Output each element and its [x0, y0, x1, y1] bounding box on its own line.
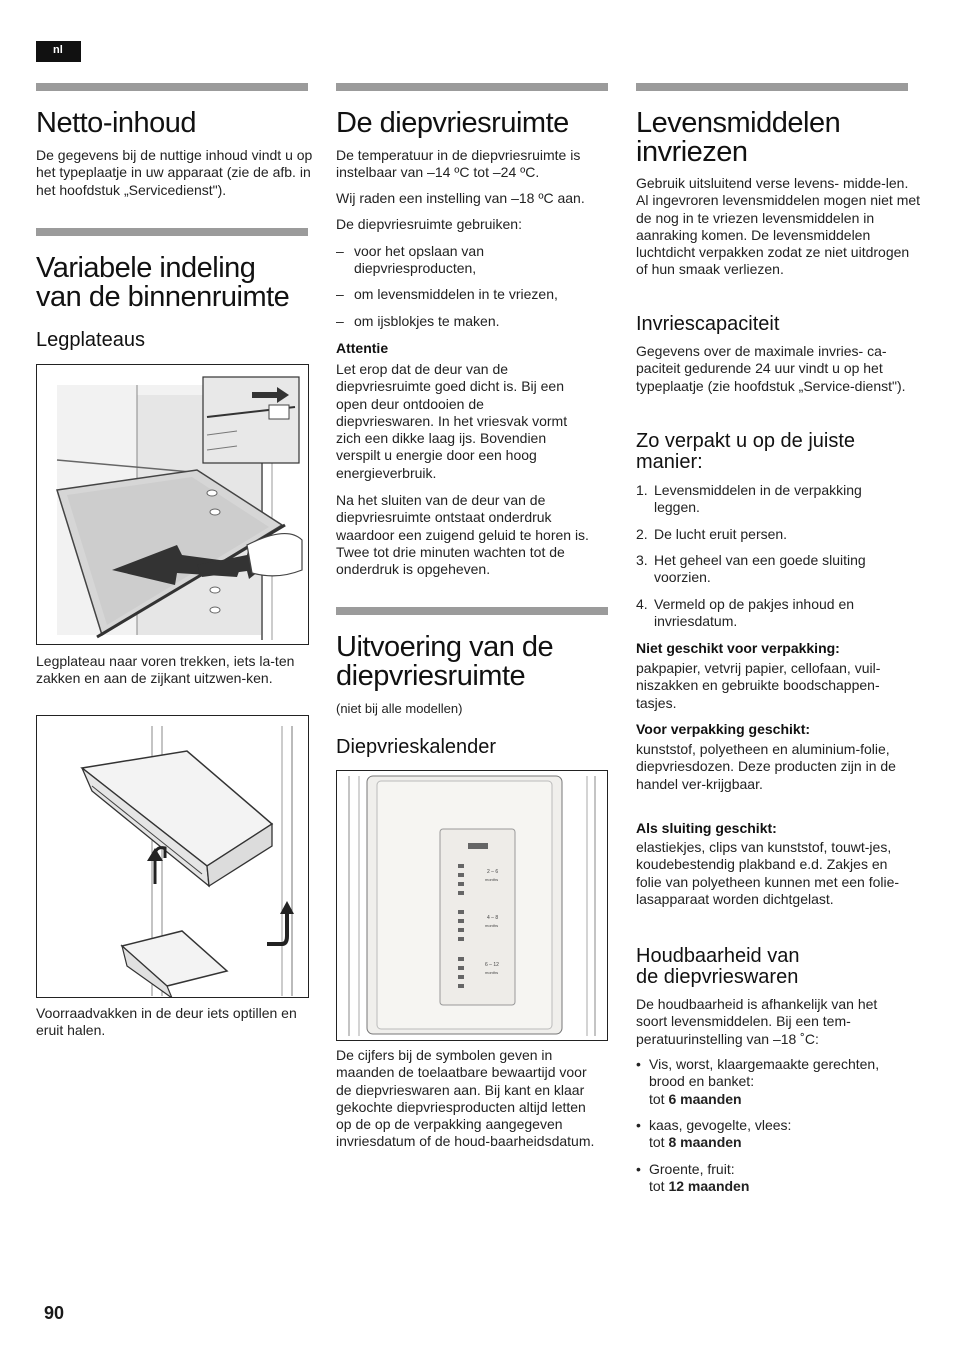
subheading-diepvrieskalender: Diepvrieskalender	[336, 736, 497, 758]
section-bar	[36, 228, 308, 236]
subheading-verpakken-l1: Zo verpakt u op de juiste	[636, 430, 856, 452]
storage-item: • kaas, gevogelte, vlees: tot 8 maanden	[636, 1117, 911, 1152]
not-suitable-text: pakpapier, vetvrij papier, cellofaan, vuil-niszakken en gebruikte boodschappen-tasjes.	[636, 660, 881, 711]
levensmiddelen-text: Gebruik uitsluitend verse levens- midde-len. Al ingevroren levensmiddelen mogen niet met de nog in te vriezen levensmiddelen in aanraking komen. De levensmiddelen luchtdicht verpakken zodat ze niet uitdrogen of hun smaak verliezen.	[636, 175, 921, 278]
freezer-calendar-illustration	[336, 770, 608, 1041]
packing-step: 3. Het geheel van een goede sluiting voorzien.	[636, 552, 866, 586]
onderdruk-text: Na het sluiten van de deur van de diepvriesruimte ontstaat onderdruk waardoor een zuigend geluid te horen is. Twee tot drie minuten wachten tot de onderdruk is opgeheven.	[336, 492, 589, 578]
netto-inhoud-text: De gegevens bij de nuttige inhoud vindt u op het typeplaatje in uw apparaat (zie de afb. in het hoofdstuk „Servicedienst").	[36, 147, 313, 198]
calendar-unit: months	[485, 877, 499, 882]
calendar-row3-months: 6 – 12	[485, 962, 499, 968]
packing-step: 1. Levensmiddelen in de verpakking leggen.	[636, 482, 862, 516]
caption-shelf: Legplateau naar voren trekken, iets la-ten zakken en aan de zijkant uitzwen-ken.	[36, 653, 295, 687]
subheading-houdbaarheid-l1: Houdbaarheid van	[636, 945, 800, 967]
heading-netto-inhoud: Netto-inhoud	[36, 107, 197, 139]
heading-uitvoering-l2: diepvriesruimte	[336, 660, 526, 692]
heading-uitvoering-l1: Uitvoering van de	[336, 631, 554, 663]
diepvries-advice-text: Wij raden een instelling van –18 ºC aan.	[336, 190, 585, 206]
caption-door-bin: Voorraadvakken in de deur iets optillen en eruit halen.	[36, 1005, 297, 1039]
heading-levensmiddelen-l2: invriezen	[636, 136, 748, 168]
section-bar	[336, 607, 608, 615]
calendar-caption: De cijfers bij de symbolen geven in maanden de toelaatbare bewaartijd voor de diepvrieswaren aan. Bij kant en klaar gekochte diepvriesproducten altijd letten op de op de verpakking aangegeven invriesdatum of de houd-baarheidsdatum.	[336, 1047, 595, 1150]
calendar-unit: months	[485, 970, 499, 975]
suitable-text: kunststof, polyetheen en aluminium-folie, diepvriesdozen. Deze producten zijn in de handel ver-krijgbaar.	[636, 741, 896, 792]
use-item: – om ijsblokjes te maken.	[336, 313, 596, 330]
packing-step: 2. De lucht eruit persen.	[636, 526, 788, 542]
models-note: (niet bij alle modellen)	[336, 701, 463, 716]
heading-levensmiddelen-l1: Levensmiddelen	[636, 107, 841, 139]
page-number: 90	[44, 1303, 65, 1323]
packing-step: 4. Vermeld op de pakjes inhoud en invriesdatum.	[636, 596, 855, 630]
storage-item: • Vis, worst, klaargemaakte gerechten, brood en banket: tot 6 maanden	[636, 1056, 911, 1108]
use-item: – om levensmiddelen in te vriezen,	[336, 286, 596, 303]
subheading-verpakken-l2: manier:	[636, 451, 703, 473]
diepvries-temp-text: De temperatuur in de diepvriesruimte is instelbaar van –14 ºC tot –24 ºC.	[336, 147, 581, 181]
subheading-houdbaarheid-l2: de diepvrieswaren	[636, 966, 799, 988]
diepvries-use-text: De diepvriesruimte gebruiken:	[336, 216, 522, 232]
use-item: – voor het opslaan van diepvriesproducten,	[336, 243, 596, 278]
section-bar	[36, 83, 308, 91]
door-bin-illustration	[36, 715, 309, 998]
calendar-unit: months	[485, 923, 499, 928]
section-bar	[636, 83, 908, 91]
subheading-legplateaus: Legplateaus	[36, 329, 145, 351]
attentie-heading: Attentie	[336, 340, 389, 356]
houdbaarheid-text: De houdbaarheid is afhankelijk van het soort levensmiddelen. Bij een tem-peratuurinstelling van –18 ˚C:	[636, 996, 878, 1047]
storage-item: • Groente, fruit: tot 12 maanden	[636, 1161, 911, 1196]
attentie-text: Let erop dat de deur van de diepvriesruimte goed dicht is. Bij een open deur ontdooien de diepvrieswaren. In het vriesvak vormt zich een dikke laag ijs. Bovendien verspilt u energie door een hoog energieverbruik.	[336, 361, 568, 481]
calendar-row2-months: 4 – 8	[487, 915, 499, 921]
closure-text: elastiekjes, clips van kunststof, touwt-jes, koudebestendig plakband e.d. Zakjes en folie van polyetheen kunnen met een folie-lasapparaat worden dichtgelast.	[636, 839, 900, 907]
not-suitable-heading: Niet geschikt voor verpakking:	[636, 640, 840, 656]
calendar-row1-months: 2 – 6	[487, 869, 499, 875]
suitable-heading: Voor verpakking geschikt:	[636, 721, 811, 737]
section-bar	[336, 83, 608, 91]
shelf-illustration	[36, 364, 309, 645]
heading-variabele-l2: van de binnenruimte	[36, 281, 290, 313]
language-tag: nl	[36, 41, 81, 62]
invriescapaciteit-text: Gegevens over de maximale invries- ca-paciteit gedurende 24 uur vindt u op het typeplaatje (zie hoofdstuk „Service-dienst").	[636, 343, 906, 394]
heading-diepvriesruimte: De diepvriesruimte	[336, 107, 569, 139]
subheading-invriescapaciteit: Invriescapaciteit	[636, 313, 780, 335]
closure-heading: Als sluiting geschikt:	[636, 820, 777, 836]
heading-variabele-l1: Variabele indeling	[36, 252, 256, 284]
